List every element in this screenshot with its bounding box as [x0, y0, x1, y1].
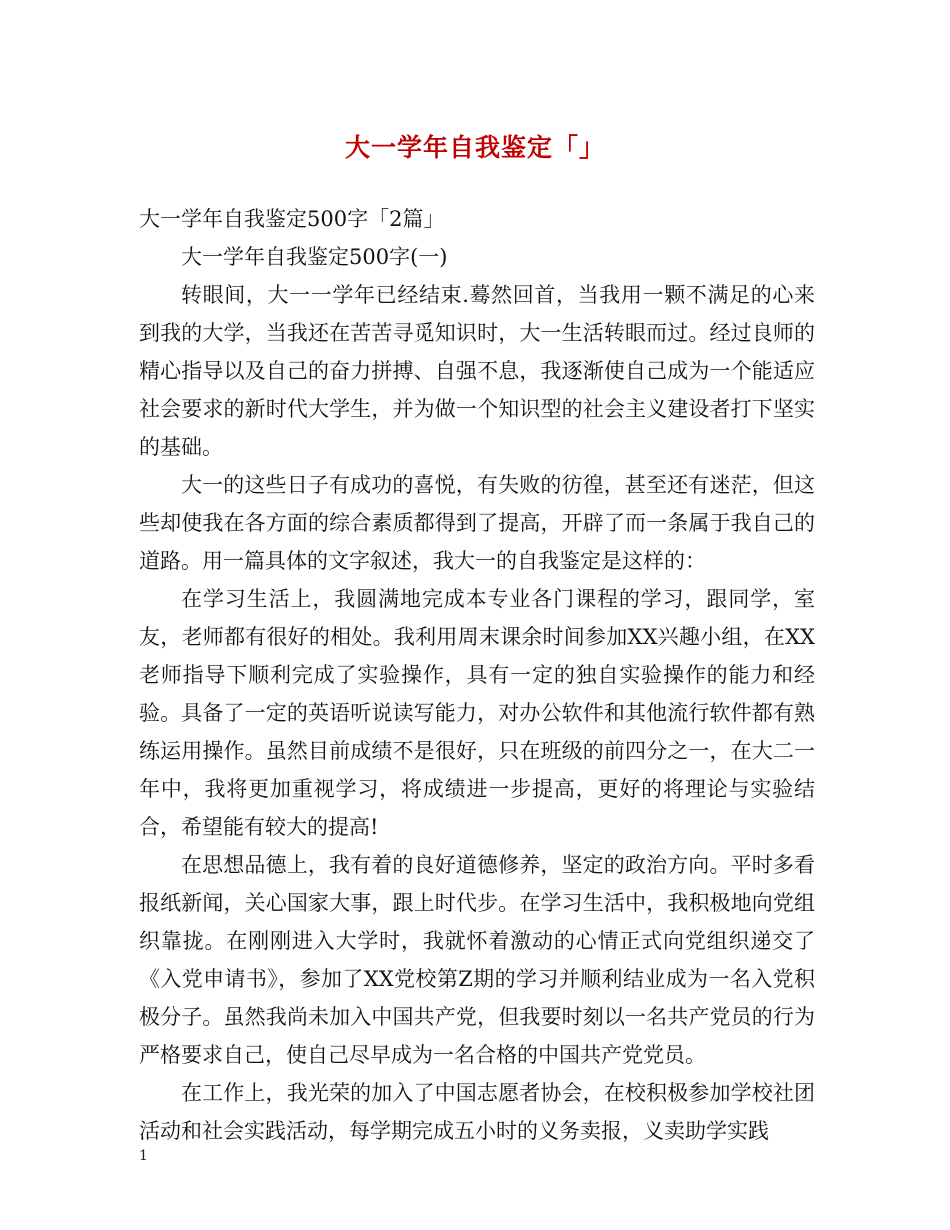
document-title: 大一学年自我鉴定「」 — [344, 133, 605, 162]
paragraph-4: 在思想品德上，我有着的良好道德修养，坚定的政治方向。平时多看报纸新闻，关心国家大事，跟上时代步。在学习生活中，我积极地向党组织靠拢。在刚刚进入大学时，我就怀着激动的心情正式向党组织递交了《入党申请书》，参加了XX党校第Z期的学习并顺利结业成为一名入党积极分子。虽然我尚未加入中国共产党，但我要时刻以一名共产党员的行为严格要求自己，使自己尽早成为一名合格的中国共产党党员。 — [139, 853, 815, 1067]
document-subtitle: 大一学年自我鉴定500字「2篇」 — [139, 207, 445, 231]
paragraph-3: 在学习生活上，我圆满地完成本专业各门课程的学习，跟同学，室友，老师都有很好的相处。我利用周末课余时间参加XX兴趣小组，在XX老师指导下顺利完成了实验操作，具有一定的独自实验操作的能力和经验。具备了一定的英语听说读写能力，对办公软件和其他流行软件都有熟练运用操作。虽然目前成绩不是很好，只在班级的前四分之一，在大二一年中，我将更加重视学习，将成绩进一步提高，更好的将理论与实验结合，希望能有较大的提高! — [139, 587, 815, 839]
paragraph-2: 大一的这些日子有成功的喜悦，有失败的彷徨，甚至还有迷茫，但这些却使我在各方面的综合素质都得到了提高，开辟了而一条属于我自己的道路。用一篇具体的文字叙述，我大一的自我鉴定是这样的： — [139, 473, 815, 573]
section-heading: 大一学年自我鉴定500字(一) — [181, 245, 448, 269]
paragraph-5: 在工作上，我光荣的加入了中国志愿者协会，在校积极参加学校社团活动和社会实践活动，每学期完成五小时的义务卖报，义卖助学实践 — [139, 1081, 815, 1143]
page-number: 1 — [139, 1148, 148, 1164]
document-body — [139, 200, 815, 1150]
paragraph-1: 转眼间，大一一学年已经结束.蓦然回首，当我用一颗不满足的心来到我的大学，当我还在苦苦寻觅知识时，大一生活转眼而过。经过良师的精心指导以及自己的奋力拼搏、自强不息，我逐渐使自己成为一个能适应社会要求的新时代大学生，并为做一个知识型的社会主义建设者打下坚实的基础。 — [139, 283, 815, 459]
